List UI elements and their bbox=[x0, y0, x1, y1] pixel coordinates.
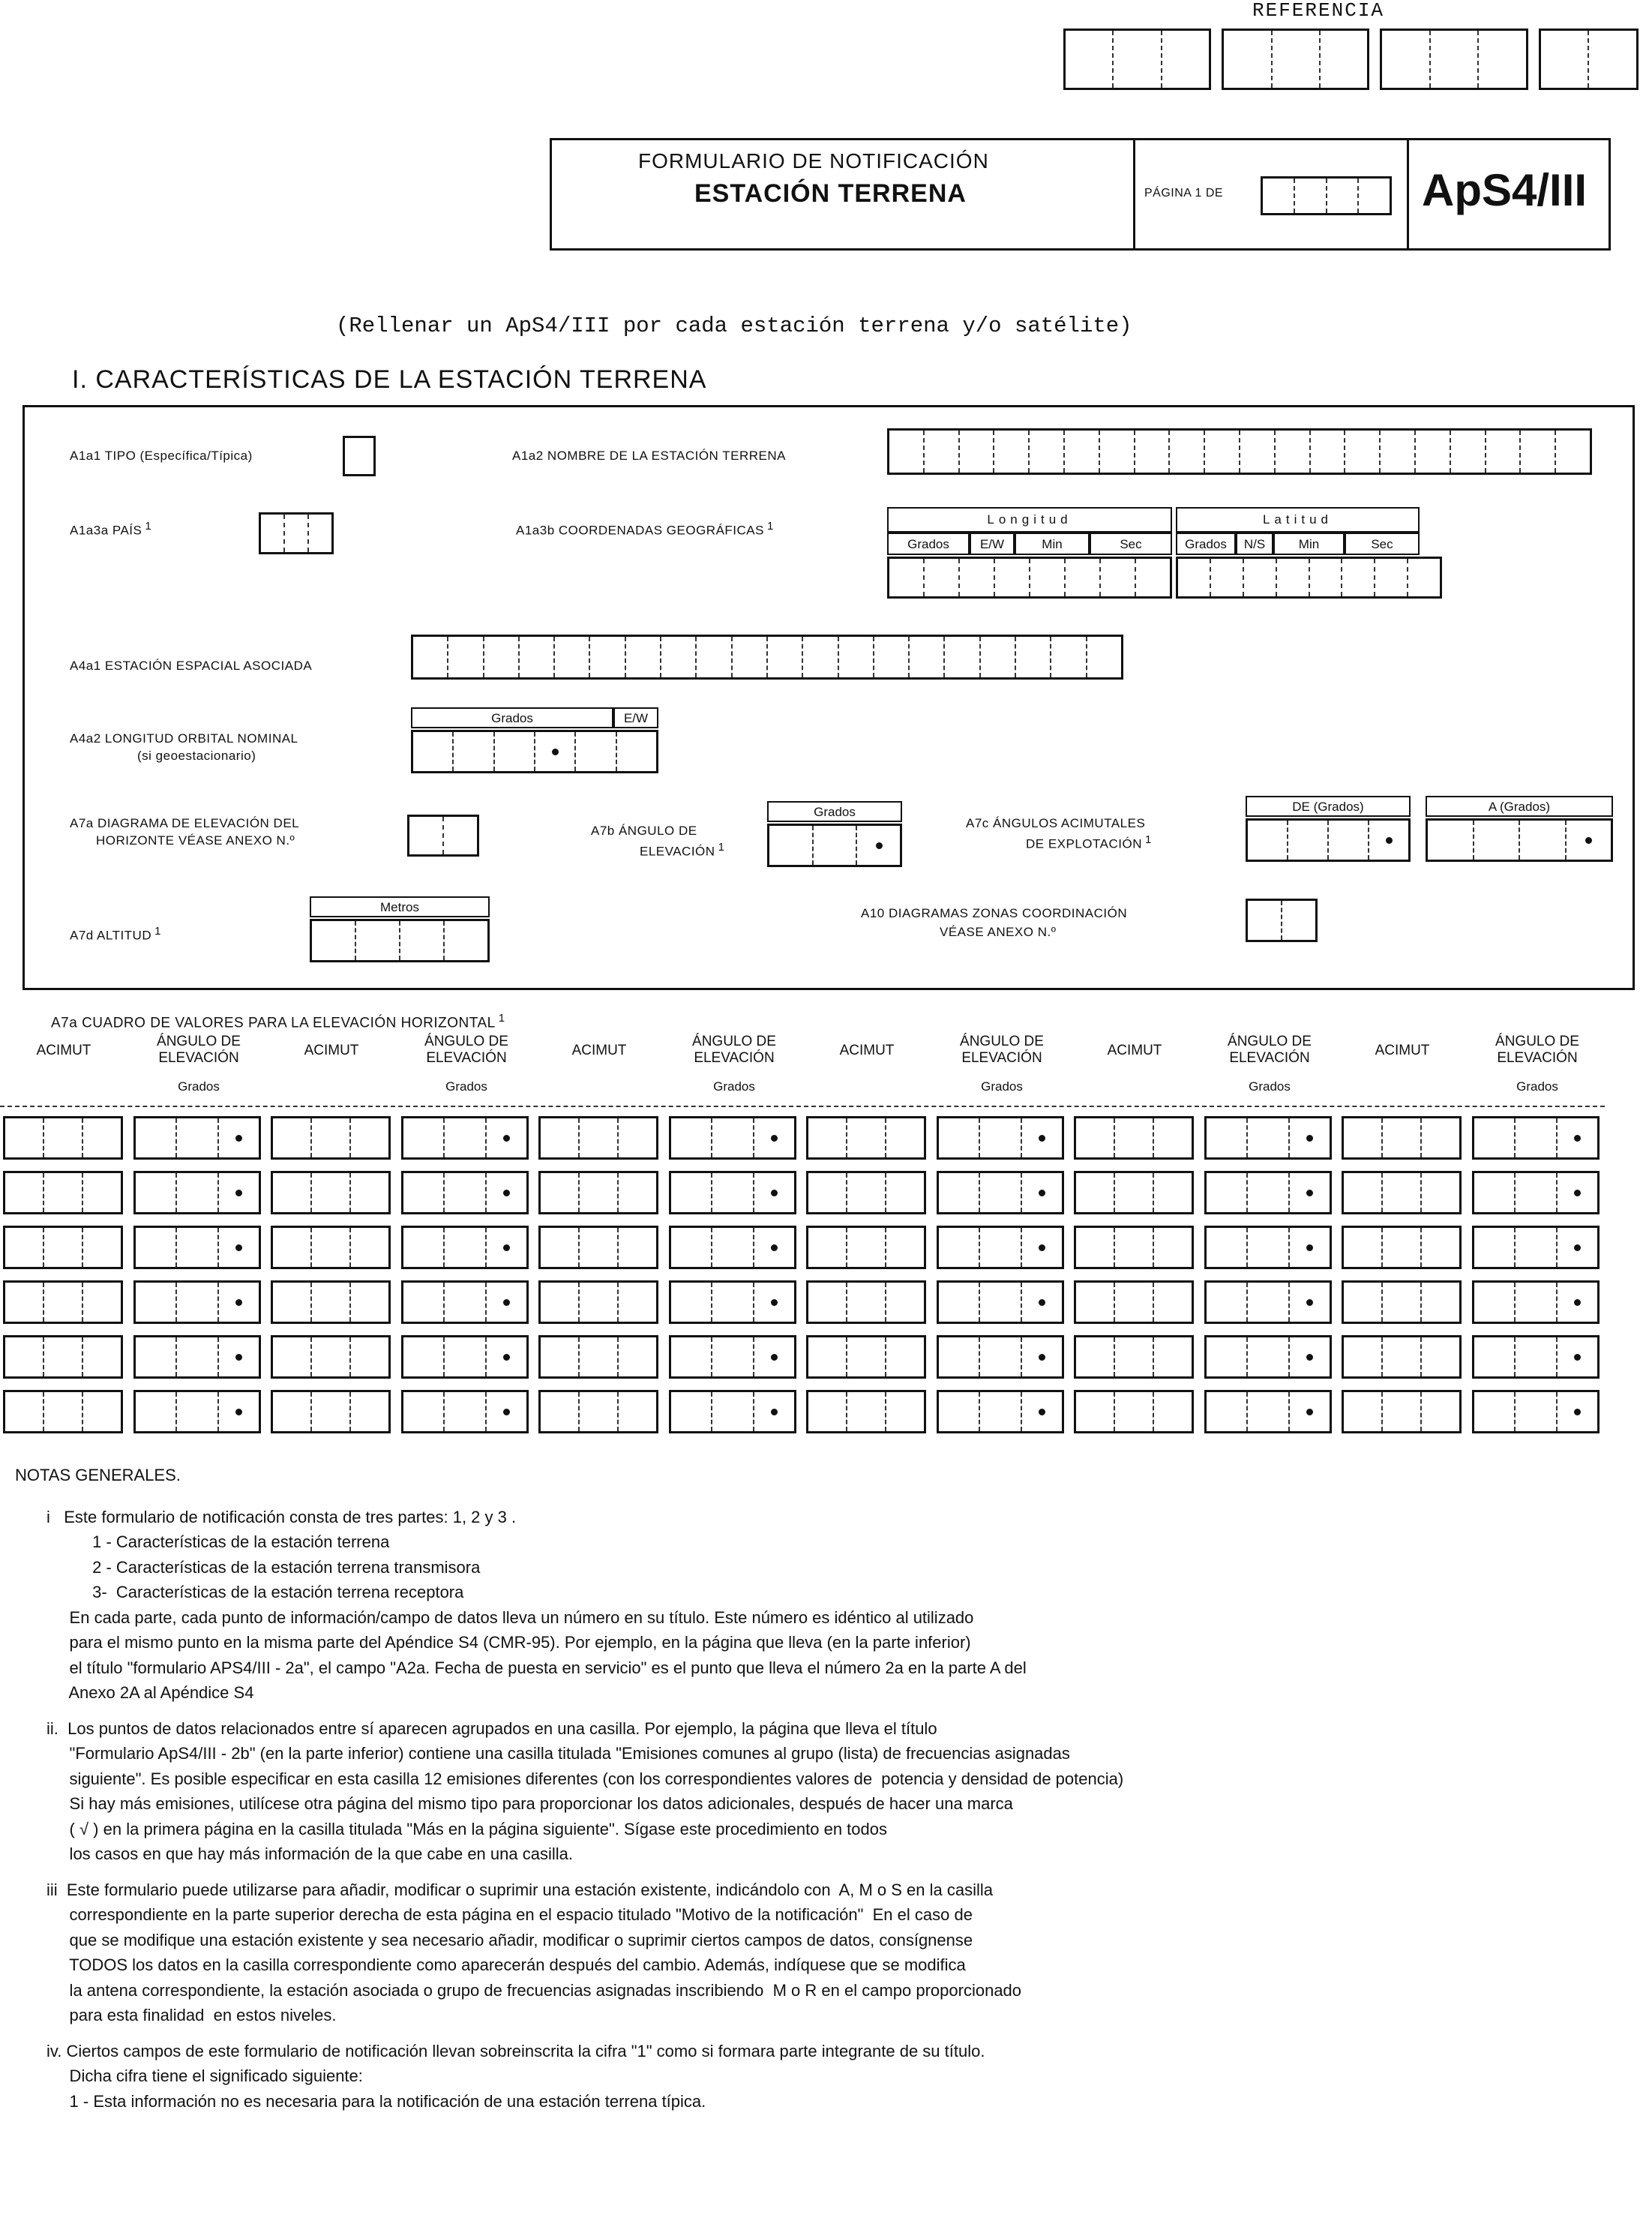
long-min: Min bbox=[1015, 533, 1090, 555]
reference-label: REFERENCIA bbox=[1252, 0, 1385, 22]
elevation-cell[interactable] bbox=[1204, 1280, 1332, 1324]
acimut-cell[interactable] bbox=[1342, 1280, 1462, 1324]
a4a1-boxes[interactable] bbox=[411, 635, 1123, 680]
angulo-header-1: ÁNGULO DE bbox=[1495, 1034, 1579, 1049]
a10-label-1: A10 DIAGRAMAS ZONAS COORDINACIÓN bbox=[861, 906, 1128, 920]
note-line: TODOS los datos en la casilla correspondiente como aparecerán después del cambio. Además, indíquese que se modifica bbox=[46, 1955, 966, 1974]
a7d-metros: Metros bbox=[310, 896, 490, 917]
a4a1-label: A4a1 ESTACIÓN ESPACIAL ASOCIADA bbox=[70, 659, 313, 673]
acimut-cell[interactable] bbox=[806, 1116, 926, 1160]
a7c-label-2 bbox=[1026, 833, 1152, 852]
a7d-boxes[interactable] bbox=[310, 919, 490, 962]
elevation-cell[interactable] bbox=[1204, 1226, 1332, 1269]
longitude-boxes[interactable] bbox=[887, 557, 1172, 599]
acimut-cell[interactable] bbox=[271, 1390, 391, 1433]
a7d-text: A7d ALTITUD bbox=[70, 928, 152, 943]
elevation-table-header bbox=[0, 1034, 1605, 1109]
acimut-cell[interactable] bbox=[3, 1226, 123, 1269]
elevation-cell[interactable] bbox=[937, 1171, 1064, 1214]
angulo-header-1: ÁNGULO DE bbox=[1228, 1034, 1312, 1049]
elevation-cell[interactable] bbox=[401, 1226, 529, 1269]
coordinates-block bbox=[887, 507, 1442, 609]
angulo-header-1: ÁNGULO DE bbox=[692, 1034, 776, 1049]
elevation-cell[interactable] bbox=[133, 1390, 261, 1433]
elevation-cell[interactable] bbox=[669, 1390, 796, 1433]
acimut-cell[interactable] bbox=[271, 1335, 391, 1379]
elevation-cell[interactable] bbox=[401, 1335, 529, 1379]
acimut-cell[interactable] bbox=[3, 1335, 123, 1379]
acimut-header: ACIMUT bbox=[1375, 1043, 1430, 1058]
acimut-cell[interactable] bbox=[538, 1390, 658, 1433]
note-line: para el mismo punto en la misma parte del Apéndice S4 (CMR-95). Por ejemplo, en la página que lleva (en la parte inferior) bbox=[46, 1633, 971, 1652]
acimut-cell[interactable] bbox=[1074, 1171, 1194, 1214]
note-line: siguiente". Es posible especificar en esta casilla 12 emisiones diferentes (con los correspondientes valores de potencia y densidad de potencia) bbox=[46, 1769, 1124, 1788]
acimut-cell[interactable] bbox=[271, 1116, 391, 1160]
elevation-cell[interactable] bbox=[1472, 1116, 1600, 1160]
a7a-label-2-text: HORIZONTE VÉASE ANEXO N.º bbox=[96, 833, 295, 848]
a1a2-label: A1a2 NOMBRE DE LA ESTACIÓN TERRENA bbox=[512, 449, 786, 463]
note-line: 1 - Esta información no es necesaria para la notificación de una estación terrena típica. bbox=[46, 2091, 706, 2111]
col-pair-6 bbox=[1339, 1034, 1606, 1109]
a7b-boxes[interactable] bbox=[767, 824, 902, 867]
acimut-header: ACIMUT bbox=[839, 1043, 895, 1058]
angulo-header-1: ÁNGULO DE bbox=[157, 1034, 241, 1049]
reference-boxes[interactable] bbox=[1063, 29, 1639, 90]
acimut-cell[interactable] bbox=[806, 1226, 926, 1269]
a7c-label-1: A7c ÁNGULOS ACIMUTALES bbox=[966, 816, 1146, 830]
a1a3a-text: A1a3a PAÍS bbox=[70, 523, 142, 538]
a1a1-label: A1a1 TIPO (Específica/Típica) bbox=[70, 449, 253, 463]
elevation-cell[interactable] bbox=[937, 1116, 1064, 1160]
angulo-header-2: ELEVACIÓN bbox=[1229, 1050, 1310, 1066]
a10-label-2: VÉASE ANEXO N.º bbox=[940, 925, 1057, 939]
elevation-cell[interactable] bbox=[401, 1280, 529, 1324]
note-line: Dicha cifra tiene el significado siguiente: bbox=[46, 2066, 363, 2085]
elevation-cell[interactable] bbox=[1472, 1171, 1600, 1214]
instruction-line: (Rellenar un ApS4/III por cada estación terrena y/o satélite) bbox=[336, 314, 1132, 338]
angulo-header-2: ELEVACIÓN bbox=[961, 1050, 1042, 1066]
note-line: Si hay más emisiones, utilícese otra página del mismo tipo para proporcionar los datos adicionales, después de hacer una marca bbox=[46, 1794, 1013, 1813]
elevation-cell[interactable] bbox=[669, 1116, 796, 1160]
angulo-header-1: ÁNGULO DE bbox=[424, 1034, 508, 1049]
elevation-cell[interactable] bbox=[1472, 1390, 1600, 1433]
acimut-cell[interactable] bbox=[271, 1171, 391, 1214]
a7c-sup: 1 bbox=[1145, 833, 1152, 846]
acimut-cell[interactable] bbox=[3, 1280, 123, 1324]
a4a2-label-2: (si geoestacionario) bbox=[137, 749, 256, 763]
note-line: para esta finalidad en estos niveles. bbox=[46, 2006, 337, 2024]
page-count-boxes[interactable] bbox=[1261, 176, 1392, 215]
form-code: ApS4/III bbox=[1422, 165, 1588, 215]
a7b-label-2-text: ELEVACIÓN bbox=[640, 844, 715, 859]
angulo-header-2: ELEVACIÓN bbox=[426, 1050, 507, 1066]
a1a3a-sup: 1 bbox=[145, 520, 152, 533]
elevation-table bbox=[0, 1034, 1605, 1442]
grados-header: Grados bbox=[178, 1079, 220, 1094]
a4a2-grados: Grados bbox=[411, 707, 613, 728]
elevation-cell[interactable] bbox=[669, 1280, 796, 1324]
note-line: los casos en que hay más información de la que cabe en una casilla. bbox=[46, 1844, 573, 1863]
grados-header: Grados bbox=[1516, 1079, 1558, 1094]
note-line: la antena correspondiente, la estación asociada o grupo de frecuencias asignadas inscribiendo M o R en el campo proporcionado bbox=[46, 1980, 1022, 2000]
grados-header: Grados bbox=[713, 1079, 755, 1094]
col-pair-1 bbox=[0, 1034, 268, 1109]
acimut-cell[interactable] bbox=[538, 1280, 658, 1324]
acimut-cell[interactable] bbox=[3, 1390, 123, 1433]
notes-heading: NOTAS GENERALES. bbox=[15, 1466, 181, 1484]
acimut-cell[interactable] bbox=[806, 1280, 926, 1324]
acimut-cell[interactable] bbox=[538, 1335, 658, 1379]
a7c-label-2-text: DE EXPLOTACIÓN bbox=[1026, 836, 1142, 851]
a7b-label-1: A7b ÁNGULO DE bbox=[591, 824, 697, 838]
elevation-cell[interactable] bbox=[133, 1171, 261, 1214]
a7a-annex-boxes[interactable] bbox=[407, 815, 479, 857]
a1a3b-sup: 1 bbox=[766, 520, 774, 533]
acimut-cell[interactable] bbox=[1074, 1390, 1194, 1433]
note-line: iii Este formulario puede utilizarse para añadir, modificar o suprimir una estación existente, indicándolo con A, M o S en la casilla bbox=[46, 1880, 993, 1899]
a1a2-boxes[interactable] bbox=[887, 428, 1592, 475]
page-label: PÁGINA 1 DE bbox=[1144, 187, 1224, 200]
col-pair-4 bbox=[803, 1034, 1071, 1109]
elevation-table-title-text: A7a CUADRO DE VALORES PARA LA ELEVACIÓN HORIZONTAL bbox=[51, 1015, 496, 1031]
elevation-cell[interactable] bbox=[133, 1335, 261, 1379]
a7c-block bbox=[1246, 796, 1613, 863]
elevation-cell[interactable] bbox=[937, 1280, 1064, 1324]
a7b-grados: Grados bbox=[767, 801, 902, 822]
lat-grados: Grados bbox=[1176, 533, 1236, 555]
acimut-cell[interactable] bbox=[806, 1171, 926, 1214]
a1a3b-label bbox=[516, 520, 774, 539]
note-line: ii. Los puntos de datos relacionados entre sí aparecen agrupados en una casilla. Por ejemplo, la página que lleva el título bbox=[46, 1718, 937, 1738]
elevation-cell[interactable] bbox=[1204, 1171, 1332, 1214]
elevation-cell[interactable] bbox=[1472, 1335, 1600, 1379]
long-ew: E/W bbox=[970, 533, 1015, 555]
acimut-cell[interactable] bbox=[538, 1226, 658, 1269]
acimut-header: ACIMUT bbox=[1107, 1043, 1162, 1058]
note-line: iv. Ciertos campos de este formulario de notificación llevan sobreinscrita la cifra "1" como si formara parte integrante de su título. bbox=[46, 2041, 985, 2060]
grados-header: Grados bbox=[981, 1079, 1023, 1094]
lat-min: Min bbox=[1273, 533, 1345, 555]
a1a1-box[interactable] bbox=[343, 436, 376, 476]
a7b-block bbox=[767, 801, 902, 869]
acimut-cell[interactable] bbox=[806, 1390, 926, 1433]
header-divider-2 bbox=[1407, 140, 1409, 248]
general-notes bbox=[15, 1463, 1635, 2114]
elevation-grid bbox=[0, 1112, 1605, 1440]
acimut-cell[interactable] bbox=[3, 1116, 123, 1160]
acimut-cell[interactable] bbox=[1074, 1280, 1194, 1324]
elevation-cell[interactable] bbox=[401, 1390, 529, 1433]
acimut-cell[interactable] bbox=[538, 1171, 658, 1214]
acimut-cell[interactable] bbox=[1074, 1226, 1194, 1269]
a1a3a-boxes[interactable] bbox=[259, 512, 334, 554]
elevation-cell[interactable] bbox=[401, 1171, 529, 1214]
lat-ns: N/S bbox=[1236, 533, 1273, 555]
elevation-cell[interactable] bbox=[669, 1226, 796, 1269]
acimut-cell[interactable] bbox=[1342, 1335, 1462, 1379]
note-line: En cada parte, cada punto de información/campo de datos lleva un número en su título. Este número es idéntico al utilizado bbox=[46, 1607, 974, 1627]
a7d-block bbox=[310, 896, 490, 964]
acimut-header: ACIMUT bbox=[304, 1043, 359, 1058]
col-pair-2 bbox=[268, 1034, 535, 1109]
a4a2-block bbox=[411, 707, 658, 775]
note-line: "Formulario ApS4/III - 2b" (en la parte inferior) contiene una casilla titulada "Emisiones comunes al grupo (lista) de frecuencias asignadas bbox=[46, 1744, 1070, 1763]
note-line: 3- Características de la estación terrena receptora bbox=[46, 1583, 464, 1601]
elevation-cell[interactable] bbox=[133, 1280, 261, 1324]
elevation-table-title bbox=[51, 1012, 505, 1031]
elevation-cell[interactable] bbox=[401, 1116, 529, 1160]
a7c-from-boxes[interactable] bbox=[1246, 818, 1411, 862]
acimut-header: ACIMUT bbox=[571, 1043, 627, 1058]
notes-body bbox=[15, 1505, 1635, 2114]
elevation-cell[interactable] bbox=[937, 1335, 1064, 1379]
elevation-cell[interactable] bbox=[1204, 1116, 1332, 1160]
acimut-cell[interactable] bbox=[1342, 1171, 1462, 1214]
note-line: 2 - Características de la estación terrena transmisora bbox=[46, 1557, 481, 1577]
a10-annex-boxes[interactable] bbox=[1246, 899, 1318, 942]
note-line: 1 - Características de la estación terrena bbox=[46, 1532, 390, 1551]
elevation-cell[interactable] bbox=[1204, 1335, 1332, 1379]
acimut-cell[interactable] bbox=[538, 1116, 658, 1160]
header-rule bbox=[0, 1106, 1605, 1109]
acimut-cell[interactable] bbox=[1342, 1116, 1462, 1160]
a7d-label bbox=[70, 925, 161, 944]
latitude-boxes[interactable] bbox=[1176, 557, 1442, 599]
a7b-label-2 bbox=[640, 841, 724, 860]
elevation-cell[interactable] bbox=[937, 1390, 1064, 1433]
note-line: el título "formulario APS4/III - 2a", el campo "A2a. Fecha de puesta en servicio" es el punto que lleva el número 2a en la parte A del bbox=[46, 1658, 1027, 1677]
angulo-header-2: ELEVACIÓN bbox=[1497, 1050, 1578, 1066]
latitude-header: Latitud bbox=[1176, 507, 1420, 533]
angulo-header-1: ÁNGULO DE bbox=[960, 1034, 1044, 1049]
elevation-table-sup: 1 bbox=[498, 1012, 505, 1025]
acimut-cell[interactable] bbox=[1342, 1226, 1462, 1269]
elevation-cell[interactable] bbox=[1472, 1280, 1600, 1324]
a4a2-boxes[interactable] bbox=[411, 730, 658, 773]
section1-frame bbox=[22, 405, 1635, 990]
acimut-cell[interactable] bbox=[1074, 1116, 1194, 1160]
elevation-cell[interactable] bbox=[133, 1226, 261, 1269]
elevation-cell[interactable] bbox=[669, 1335, 796, 1379]
a7c-de-grados: DE (Grados) bbox=[1246, 796, 1411, 817]
a7c-a-grados: A (Grados) bbox=[1426, 796, 1613, 817]
acimut-cell[interactable] bbox=[1074, 1335, 1194, 1379]
acimut-header: ACIMUT bbox=[36, 1043, 91, 1058]
acimut-cell[interactable] bbox=[3, 1171, 123, 1214]
acimut-cell[interactable] bbox=[271, 1226, 391, 1269]
a1a3b-text: A1a3b COORDENADAS GEOGRÁFICAS bbox=[516, 523, 764, 538]
section1-title: I. CARACTERÍSTICAS DE LA ESTACIÓN TERRENA bbox=[72, 365, 707, 394]
a7a-label-1: A7a DIAGRAMA DE ELEVACIÓN DEL bbox=[70, 816, 300, 830]
form-header bbox=[550, 138, 1611, 251]
header-divider bbox=[1133, 140, 1135, 248]
angulo-header-2: ELEVACIÓN bbox=[158, 1050, 239, 1066]
acimut-cell[interactable] bbox=[271, 1280, 391, 1324]
angulo-header-2: ELEVACIÓN bbox=[694, 1050, 775, 1066]
note-line: ( √ ) en la primera página en la casilla titulada "Más en la página siguiente". Sígase este procedimiento en todos bbox=[46, 1819, 888, 1838]
elevation-cell[interactable] bbox=[1204, 1390, 1332, 1433]
elevation-cell[interactable] bbox=[669, 1171, 796, 1214]
col-pair-5 bbox=[1071, 1034, 1339, 1109]
elevation-cell[interactable] bbox=[133, 1116, 261, 1160]
a1a3a-label bbox=[70, 520, 151, 539]
note-line: correspondiente en la parte superior derecha de esta página en el espacio titulado "Motivo de la notificación" En el caso de bbox=[46, 1905, 973, 1924]
longitude-header: Longitud bbox=[887, 507, 1172, 533]
note-line: Anexo 2A al Apéndice S4 bbox=[46, 1683, 254, 1702]
note-line: i Este formulario de notificación consta de tres partes: 1, 2 y 3 . bbox=[46, 1507, 517, 1526]
elevation-cell[interactable] bbox=[1472, 1226, 1600, 1269]
a4a2-ew: E/W bbox=[613, 707, 658, 728]
long-sec: Sec bbox=[1090, 533, 1172, 555]
a4a2-label-1: A4a2 LONGITUD ORBITAL NOMINAL bbox=[70, 731, 298, 746]
grados-header: Grados bbox=[1249, 1079, 1291, 1094]
a7b-sup: 1 bbox=[718, 841, 725, 854]
note-line: que se modifique una estación existente y sea necesario añadir, modificar o suprimir ciertos campos de datos, consígnense bbox=[46, 1930, 973, 1949]
a7c-to-boxes[interactable] bbox=[1426, 818, 1613, 862]
grados-header: Grados bbox=[445, 1079, 487, 1094]
acimut-cell[interactable] bbox=[1342, 1390, 1462, 1433]
col-pair-3 bbox=[535, 1034, 803, 1109]
elevation-cell[interactable] bbox=[937, 1226, 1064, 1269]
lat-sec: Sec bbox=[1345, 533, 1420, 555]
long-grados: Grados bbox=[887, 533, 970, 555]
acimut-cell[interactable] bbox=[806, 1335, 926, 1379]
a7d-sup: 1 bbox=[154, 925, 161, 938]
station-title: ESTACIÓN TERRENA bbox=[694, 179, 967, 208]
form-title: FORMULARIO DE NOTIFICACIÓN bbox=[638, 149, 989, 173]
a7a-label-2 bbox=[96, 833, 295, 848]
